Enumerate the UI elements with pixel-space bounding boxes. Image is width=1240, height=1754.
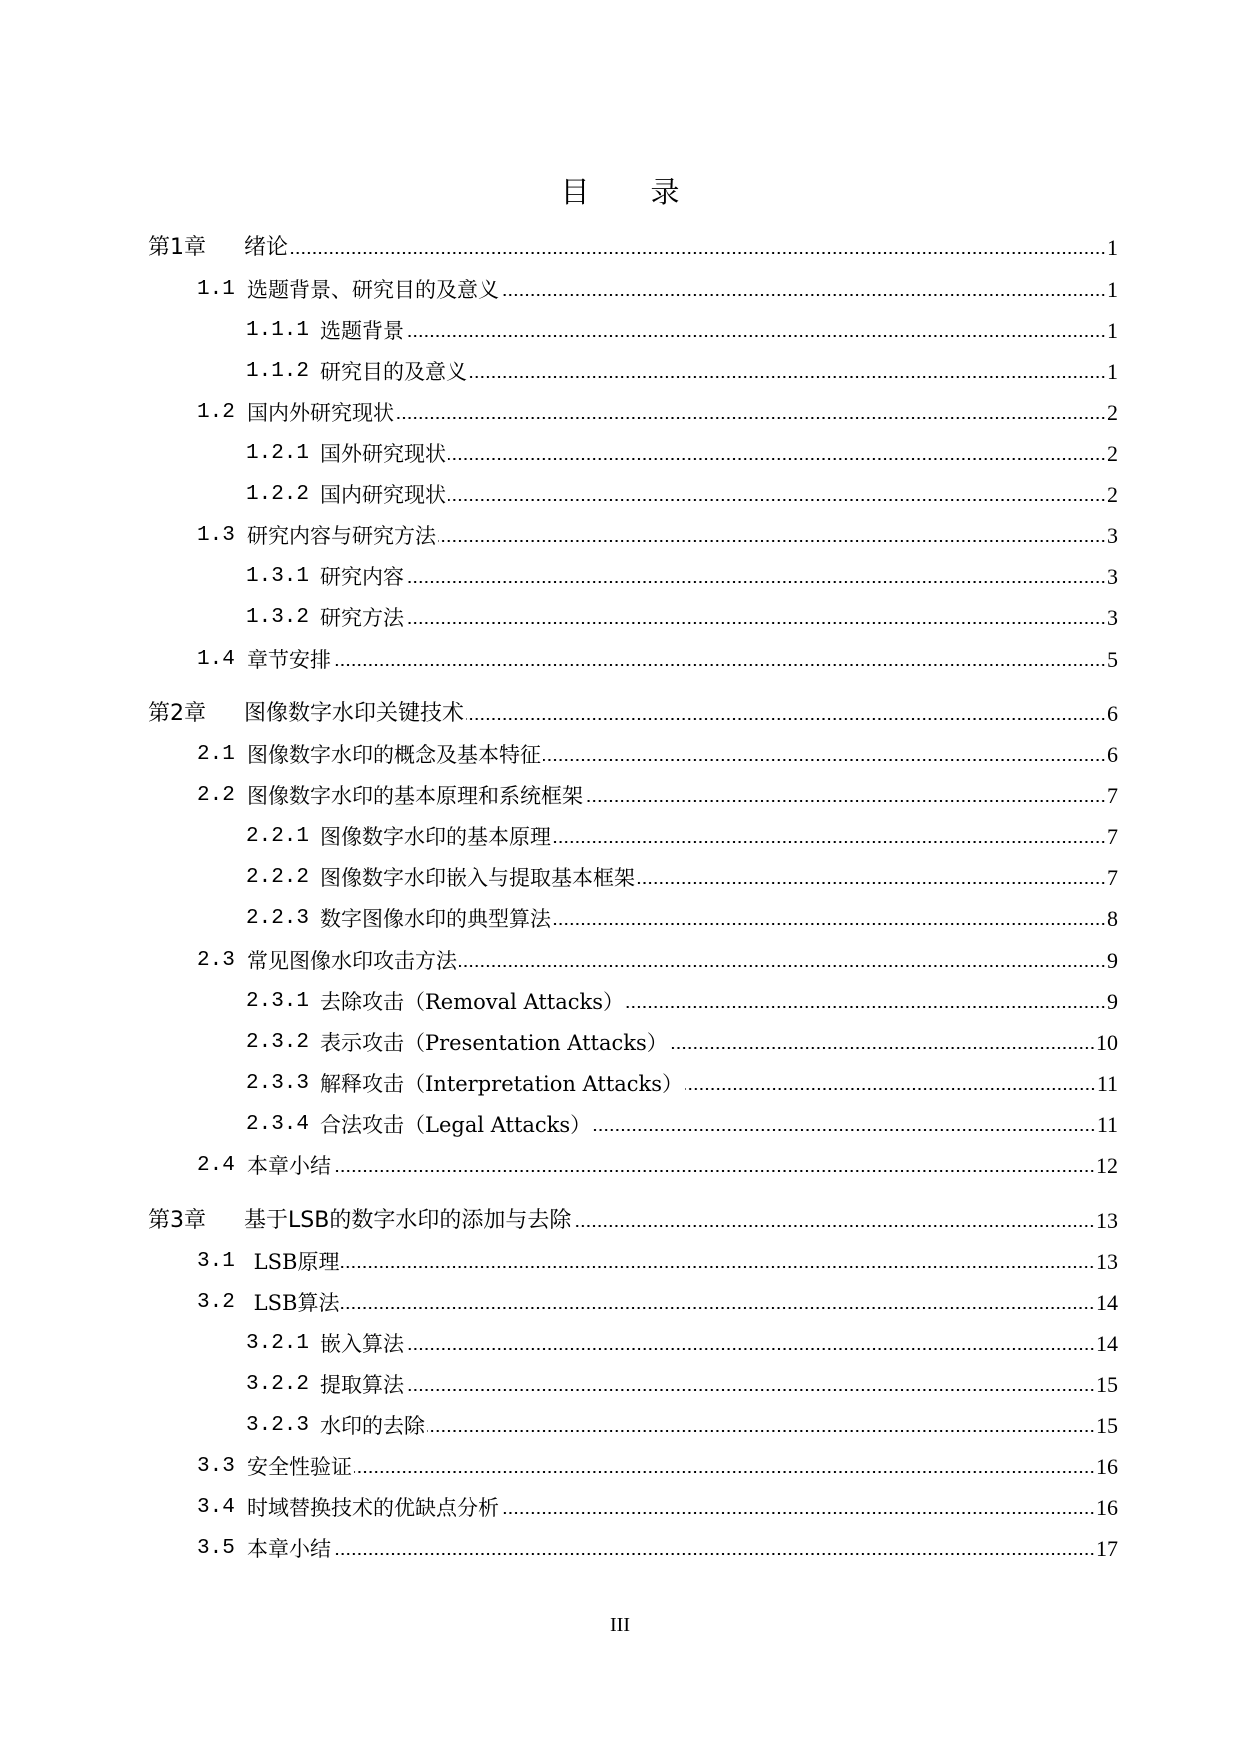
dot-leader [685, 1087, 1096, 1091]
toc-entry-label [197, 946, 457, 976]
toc-entry-page-number: 15 [1096, 1413, 1118, 1438]
toc-entry-page-number: 16 [1096, 1495, 1118, 1520]
toc-entry-page-number: 14 [1096, 1331, 1118, 1356]
toc-entry-page-number: 7 [1107, 865, 1118, 890]
toc-entry[interactable] [0, 316, 1240, 346]
toc-entry[interactable] [0, 398, 1240, 428]
toc-entry[interactable] [0, 1288, 1240, 1318]
toc-entry-label [197, 645, 331, 675]
toc-entry-label [246, 1370, 404, 1400]
toc-entry[interactable] [0, 781, 1240, 811]
toc-entry-page-number: 16 [1096, 1454, 1118, 1479]
toc-entry-title: 研究内容 [320, 565, 404, 589]
toc-entry-label [246, 603, 404, 633]
toc-entry-label [246, 1329, 404, 1359]
toc-entry-number: 1.4 [197, 648, 235, 671]
toc-entry-number: 3.2 [197, 1291, 235, 1314]
toc-entry-page-number: 2 [1107, 441, 1118, 466]
toc-entry-number: 1.1.1 [246, 319, 310, 342]
toc-entry-label [246, 1110, 591, 1140]
toc-entry-number: 2.3.2 [246, 1031, 310, 1054]
toc-entry-page-number: 1 [1107, 359, 1118, 384]
toc-entry[interactable] [0, 1206, 1240, 1236]
toc-entry[interactable] [0, 904, 1240, 934]
toc-entry-number: 1.3.1 [246, 565, 310, 588]
dot-leader [459, 964, 1106, 968]
toc-entry-number: 2.2.2 [246, 866, 310, 889]
toc-entry-page-number: 17 [1096, 1536, 1118, 1561]
toc-entry[interactable] [0, 1534, 1240, 1564]
page-footer-number: III [610, 1614, 630, 1636]
dot-leader [585, 799, 1106, 803]
dot-leader [438, 539, 1106, 543]
toc-entry-number: 2.4 [197, 1154, 235, 1177]
toc-entry-title: 表示攻击（Presentation Attacks） [320, 1031, 668, 1055]
toc-entry[interactable] [0, 1069, 1240, 1099]
toc-title-char-2: 录 [650, 175, 680, 209]
toc-entry[interactable] [0, 439, 1240, 469]
toc-entry-label [197, 1452, 352, 1482]
dot-leader [406, 621, 1106, 625]
toc-entry-number: 第1章 [148, 235, 206, 260]
dot-leader [290, 251, 1106, 255]
toc-entry[interactable] [0, 1493, 1240, 1523]
toc-entry[interactable] [0, 822, 1240, 852]
toc-entry-number: 3.3 [197, 1455, 235, 1478]
toc-entry[interactable] [0, 699, 1240, 729]
toc-entry[interactable] [0, 1370, 1240, 1400]
toc-entry-page-number: 13 [1096, 1208, 1118, 1233]
toc-entry-label [197, 1534, 331, 1564]
toc-entry-title: 常见图像水印攻击方法 [247, 949, 457, 973]
toc-entry[interactable] [0, 863, 1240, 893]
toc-entry[interactable] [0, 275, 1240, 305]
toc-entry[interactable] [0, 233, 1240, 263]
toc-entry-label [246, 439, 446, 469]
toc-entry-number: 2.2 [197, 784, 235, 807]
toc-entry-title: 绪论 [244, 235, 289, 260]
toc-entry-title: 去除攻击（Removal Attacks） [320, 990, 625, 1014]
toc-entry-number: 2.2.1 [246, 825, 310, 848]
toc-entry[interactable] [0, 521, 1240, 551]
dot-leader [406, 580, 1106, 584]
toc-entry-title: 选题背景、研究目的及意义 [247, 278, 499, 302]
dot-leader [448, 498, 1106, 502]
dot-leader [427, 1429, 1095, 1433]
dot-leader [553, 922, 1106, 926]
toc-entry-label [197, 781, 583, 811]
toc-entry-number: 3.1 [197, 1250, 235, 1273]
toc-entry-label [197, 521, 436, 551]
dot-leader [637, 881, 1106, 885]
toc-entry-page-number: 5 [1107, 647, 1118, 672]
toc-entry-page-number: 6 [1107, 742, 1118, 767]
dot-leader [333, 1552, 1095, 1556]
toc-entry-title: 本章小结 [247, 1154, 331, 1178]
toc-entry[interactable] [0, 1329, 1240, 1359]
toc-entry-title: 研究内容与研究方法 [247, 524, 436, 548]
dot-leader [593, 1128, 1096, 1132]
toc-entry-label [246, 316, 404, 346]
toc-entry[interactable] [0, 1247, 1240, 1277]
toc-entry-title: 提取算法 [320, 1373, 404, 1397]
dot-leader [626, 1005, 1106, 1009]
toc-entry-number: 3.5 [197, 1537, 235, 1560]
toc-entry-number: 2.3 [197, 949, 235, 972]
dot-leader [543, 758, 1106, 762]
toc-entry[interactable] [0, 987, 1240, 1017]
dot-leader [469, 375, 1106, 379]
toc-entry[interactable] [0, 562, 1240, 592]
dot-leader [553, 840, 1106, 844]
toc-entry-title: 嵌入算法 [320, 1332, 404, 1356]
dot-leader [670, 1046, 1095, 1050]
toc-entry-label [246, 987, 624, 1017]
toc-entry-title: 研究方法 [320, 606, 404, 630]
toc-entry-title: 图像数字水印嵌入与提取基本框架 [320, 866, 635, 890]
toc-entry-label [246, 1411, 425, 1441]
dot-leader [406, 334, 1106, 338]
toc-entry-number: 1.1.2 [246, 360, 310, 383]
toc-entry-title: 图像数字水印的概念及基本特征 [247, 743, 541, 767]
toc-entry-number: 2.3.1 [246, 990, 310, 1013]
toc-entry-label [197, 1247, 339, 1277]
toc-entry-number: 1.3.2 [246, 606, 310, 629]
toc-entry-number: 第3章 [148, 1208, 206, 1233]
toc-title-char-1: 目 [560, 175, 590, 209]
toc-entry-label [246, 1028, 668, 1058]
toc-entry-title: 研究目的及意义 [320, 360, 467, 384]
toc-entry-page-number: 3 [1107, 523, 1118, 548]
toc-entry-page-number: 11 [1096, 1112, 1118, 1137]
toc-entry-page-number: 1 [1107, 318, 1118, 343]
toc-entry-number: 3.2.1 [246, 1332, 310, 1355]
toc-entry[interactable] [0, 1411, 1240, 1441]
toc-entry-title: 水印的去除 [320, 1414, 425, 1438]
toc-entry-title: 章节安排 [247, 648, 331, 672]
toc-entry-label [246, 1069, 683, 1099]
toc-entry-label [246, 863, 635, 893]
toc-title [0, 172, 1240, 212]
dot-leader [573, 1224, 1095, 1228]
toc-entry-label [246, 357, 467, 387]
dot-leader [341, 1265, 1095, 1269]
toc-entry-title: 解释攻击（Interpretation Attacks） [320, 1072, 684, 1096]
toc-entry-label [197, 398, 394, 428]
toc-entry-page-number: 13 [1096, 1249, 1118, 1274]
toc-entry-label [246, 480, 446, 510]
toc-entry-number: 2.2.3 [246, 907, 310, 930]
toc-entry-page-number: 6 [1107, 701, 1118, 726]
toc-entry-title: 安全性验证 [247, 1455, 352, 1479]
toc-entry-number: 1.2.1 [246, 442, 310, 465]
toc-entry-page-number: 2 [1107, 482, 1118, 507]
toc-entry-number: 1.3 [197, 524, 235, 547]
toc-entry-title: 国外研究现状 [320, 442, 446, 466]
dot-leader [406, 1388, 1095, 1392]
toc-entry-page-number: 12 [1096, 1153, 1118, 1178]
toc-entry-title: LSB算法 [247, 1291, 340, 1315]
dot-leader [501, 293, 1106, 297]
toc-entry-page-number: 1 [1107, 277, 1118, 302]
toc-entry-title: 国内研究现状 [320, 483, 446, 507]
toc-entry-label [197, 1493, 499, 1523]
toc-entry-title: 时域替换技术的优缺点分析 [247, 1496, 499, 1520]
toc-entry-number: 1.2 [197, 401, 235, 424]
dot-leader [406, 1347, 1095, 1351]
toc-entry-title: 图像数字水印关键技术 [244, 701, 465, 726]
toc-entry-title: 选题背景 [320, 319, 404, 343]
toc-entry-title: 国内外研究现状 [247, 401, 394, 425]
toc-entry-label [197, 740, 541, 770]
dot-leader [354, 1470, 1095, 1474]
toc-entry-number: 2.3.3 [246, 1072, 310, 1095]
toc-entry-number: 1.1 [197, 278, 235, 301]
dot-leader [341, 1306, 1095, 1310]
dot-leader [501, 1511, 1095, 1515]
toc-entry-page-number: 9 [1107, 948, 1118, 973]
toc-entry-label [148, 233, 288, 263]
dot-leader [396, 416, 1106, 420]
toc-entry-title: 合法攻击（Legal Attacks） [320, 1113, 592, 1137]
toc-entry-label [197, 275, 499, 305]
toc-entry-page-number: 14 [1096, 1290, 1118, 1315]
toc-entry[interactable] [0, 1452, 1240, 1482]
toc-entry[interactable] [0, 357, 1240, 387]
dot-leader [448, 457, 1106, 461]
toc-entry-label [148, 1206, 571, 1236]
toc-entry-page-number: 9 [1107, 989, 1118, 1014]
toc-entry-page-number: 10 [1096, 1030, 1118, 1055]
toc-entry-number: 2.1 [197, 743, 235, 766]
toc-entry[interactable] [0, 1028, 1240, 1058]
toc-entry-page-number: 3 [1107, 564, 1118, 589]
toc-entry-label [246, 904, 551, 934]
toc-entry[interactable] [0, 480, 1240, 510]
toc-entry-title: 图像数字水印的基本原理 [320, 825, 551, 849]
dot-leader [333, 1169, 1095, 1173]
toc-entry-number: 3.4 [197, 1496, 235, 1519]
dot-leader [466, 717, 1106, 721]
toc-entry-title: 基于LSB的数字水印的添加与去除 [244, 1208, 572, 1233]
dot-leader [333, 663, 1106, 667]
toc-entry-label [197, 1288, 339, 1318]
toc-entry-label [246, 562, 404, 592]
toc-entry[interactable] [0, 603, 1240, 633]
toc-entry[interactable] [0, 645, 1240, 675]
toc-entry-title: 图像数字水印的基本原理和系统框架 [247, 784, 583, 808]
toc-entry-title: 本章小结 [247, 1537, 331, 1561]
toc-entry-label [246, 822, 551, 852]
toc-entry-number: 第2章 [148, 701, 206, 726]
toc-entry-label [197, 1151, 331, 1181]
toc-entry-page-number: 7 [1107, 783, 1118, 808]
toc-entry-page-number: 11 [1096, 1071, 1118, 1096]
toc-entry-title: 数字图像水印的典型算法 [320, 907, 551, 931]
toc-entry-label [148, 699, 464, 729]
toc-entry[interactable] [0, 1110, 1240, 1140]
toc-entry[interactable] [0, 740, 1240, 770]
toc-entry-page-number: 1 [1107, 235, 1118, 260]
toc-entry-number: 3.2.3 [246, 1414, 310, 1437]
toc-entry-page-number: 15 [1096, 1372, 1118, 1397]
toc-entry-page-number: 8 [1107, 906, 1118, 931]
toc-entry-page-number: 2 [1107, 400, 1118, 425]
toc-entry-number: 1.2.2 [246, 483, 310, 506]
toc-entry-number: 3.2.2 [246, 1373, 310, 1396]
toc-entry-page-number: 7 [1107, 824, 1118, 849]
toc-entry[interactable] [0, 946, 1240, 976]
toc-entry-number: 2.3.4 [246, 1113, 310, 1136]
toc-entry-title: LSB原理 [247, 1250, 340, 1274]
toc-entry-page-number: 3 [1107, 605, 1118, 630]
toc-entry[interactable] [0, 1151, 1240, 1181]
